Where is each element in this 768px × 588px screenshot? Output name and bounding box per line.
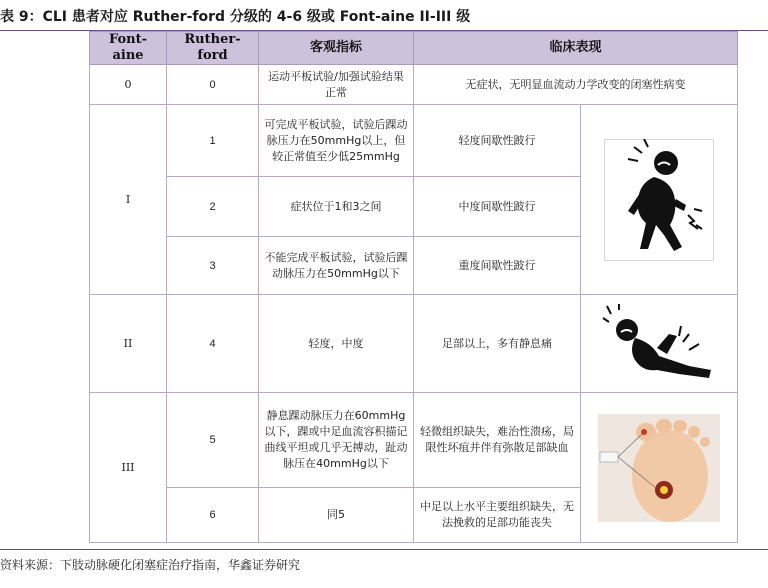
fontaine-cell: 0 bbox=[90, 65, 167, 105]
clinical-cell: 重度间歇性跛行 bbox=[414, 237, 581, 295]
fontaine-cell: III bbox=[90, 393, 167, 543]
objective-cell: 同5 bbox=[259, 488, 414, 543]
objective-cell: 运动平板试验/加强试验结果正常 bbox=[259, 65, 414, 105]
clinical-cell: 中足以上水平主要组织缺失，无法挽救的足部功能丧失 bbox=[414, 488, 581, 543]
header-rutherford: Ruther-ford bbox=[167, 32, 259, 65]
footer-divider bbox=[0, 549, 768, 550]
clinical-cell: 无症状，无明显血流动力学改变的闭塞性病变 bbox=[414, 65, 738, 105]
header-clinical: 临床表现 bbox=[414, 32, 738, 65]
rest-pain-figure-icon bbox=[599, 304, 719, 384]
foot-ulcer-photo-icon bbox=[598, 414, 720, 522]
table-row bbox=[90, 393, 738, 488]
rutherford-cell: 1 bbox=[167, 105, 259, 177]
table-row bbox=[90, 295, 738, 393]
rutherford-cell: 6 bbox=[167, 488, 259, 543]
rutherford-cell: 4 bbox=[167, 295, 259, 393]
fontaine-cell: II bbox=[90, 295, 167, 393]
claudication-figure-icon bbox=[604, 139, 714, 261]
rutherford-cell: 5 bbox=[167, 393, 259, 488]
table-title: 表 9：CLI 患者对应 Ruther-ford 分级的 4-6 级或 Font-aine II-III 级 bbox=[0, 9, 471, 25]
table-row bbox=[90, 65, 738, 105]
objective-cell: 不能完成平板试验，试验后踝动脉压力在50mmHg以下 bbox=[259, 237, 414, 295]
clinical-cell: 足部以上，多有静息痛 bbox=[414, 295, 581, 393]
rutherford-fontaine-table bbox=[89, 31, 738, 543]
table-header-row bbox=[90, 32, 738, 65]
clinical-cell: 轻度间歇性跛行 bbox=[414, 105, 581, 177]
rutherford-cell: 2 bbox=[167, 177, 259, 237]
header-fontaine: Font-aine bbox=[90, 32, 167, 65]
objective-cell: 症状位于1和3之间 bbox=[259, 177, 414, 237]
source-note: 资料来源：下肢动脉硬化闭塞症治疗指南，华鑫证券研究 bbox=[0, 558, 301, 572]
rutherford-cell: 0 bbox=[167, 65, 259, 105]
clinical-cell: 轻微组织缺失，难治性溃疡，局限性坏疽并伴有弥散足部缺血 bbox=[414, 393, 581, 488]
clinical-cell: 中度间歇性跛行 bbox=[414, 177, 581, 237]
table-row bbox=[90, 105, 738, 177]
rest-pain-image-cell bbox=[581, 295, 738, 393]
fontaine-cell: I bbox=[90, 105, 167, 295]
claudication-image-cell bbox=[581, 105, 738, 295]
objective-cell: 轻度，中度 bbox=[259, 295, 414, 393]
objective-cell: 可完成平板试验，试验后踝动脉压力在50mmHg以上，但较正常值至少低25mmHg bbox=[259, 105, 414, 177]
header-objective: 客观指标 bbox=[259, 32, 414, 65]
objective-cell: 静息踝动脉压力在60mmHg以下，踝或中足血流容积描记曲线平坦或几乎无搏动，趾动脉压在40mmHg以下 bbox=[259, 393, 414, 488]
rutherford-cell: 3 bbox=[167, 237, 259, 295]
foot-ulcer-image-cell bbox=[581, 393, 738, 543]
